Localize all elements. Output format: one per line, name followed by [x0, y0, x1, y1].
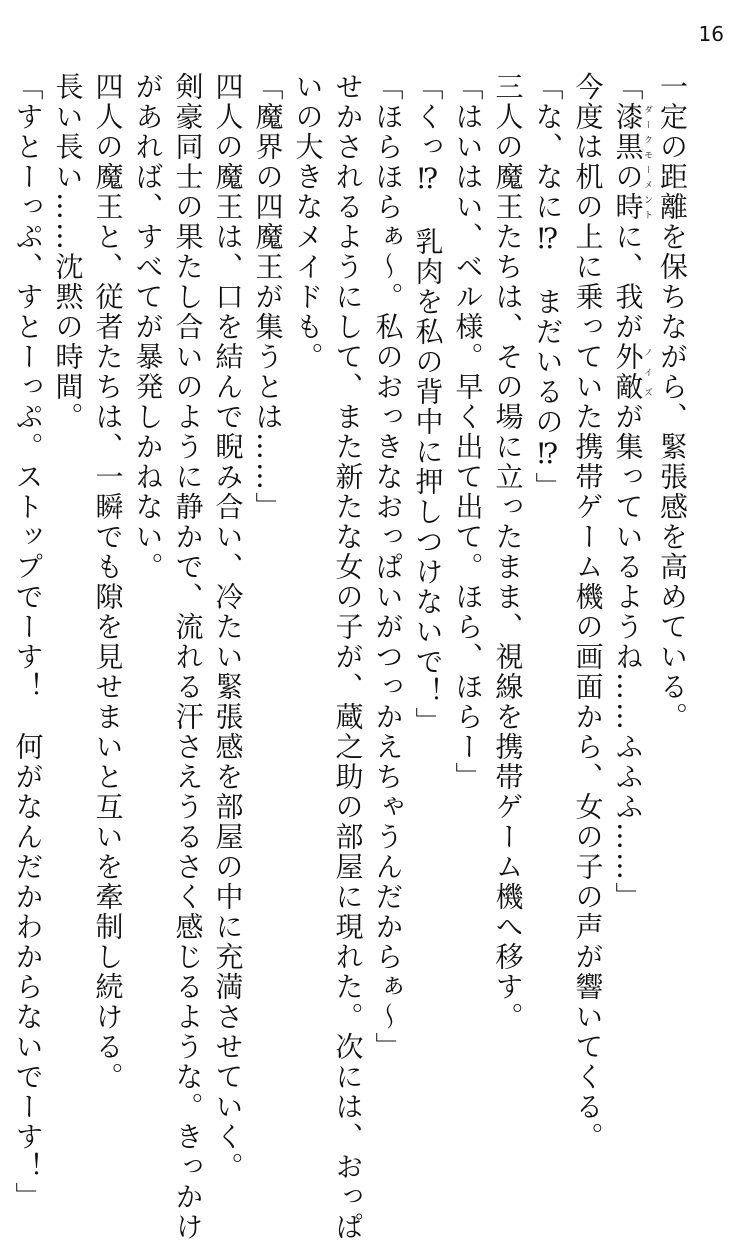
text-line-9: せかされるようにして、また新たな女の子が、蔵之助の部屋に現れた。次には、おっぱ	[331, 72, 365, 1242]
text-fragment: に、我が	[611, 222, 645, 342]
text-line-17: 「すとーっぷ、すとーっぷ。ストップでーす！ 何がなんだかわからないでーす！」	[11, 72, 45, 1212]
ruby-base: 漆黒の時	[611, 102, 645, 222]
text-line-7: 「くっ⁉ 乳肉を私の背中に押しつけないで！」	[411, 72, 445, 737]
text-fragment: 「	[611, 72, 645, 102]
ruby-dark-moment	[611, 102, 652, 222]
text-line-8: 「ほらほらぁ〜。私のおっきなおっぱいがつっかえちゃうんだからぁ〜」	[371, 72, 405, 1062]
ruby-base: 外敵	[611, 342, 645, 402]
ruby-reading: ダークモーメント	[642, 102, 652, 222]
text-line-15: 四人の魔王と、従者たちは、一瞬でも隙を見せまいと互いを牽制し続ける。	[91, 72, 125, 1092]
text-line-2	[608, 72, 653, 1172]
text-line-12: 四人の魔王は、口を結んで睨み合い、冷たい緊張感を部屋の中に充満させていく。	[211, 72, 245, 1182]
text-line-10: いの大きなメイドも。	[291, 72, 325, 372]
text-line-3: 今度は机の上に乗っていた携帯ゲーム機の画面から、女の子の声が響いてくる。	[571, 72, 605, 1152]
text-line-4: 「な、なに⁉ まだいるの⁉」	[531, 72, 565, 502]
text-line-16: 長い長い……沈黙の時間。	[51, 72, 85, 432]
text-line-13: 剣豪同士の果たし合いのように静かで、流れる汗さえうるさく感じるような。きっかけ	[171, 72, 205, 1242]
text-line-14: があれば、すべてが暴発しかねない。	[131, 72, 165, 582]
page-number: 16	[698, 22, 724, 46]
text-line-6: 「はいはい、ベル様。早く出て出て。ほら、ほらー」	[451, 72, 485, 792]
novel-text-block	[11, 72, 692, 1242]
text-line-1: 一定の距離を保ちながら、緊張感を高めている。	[656, 72, 689, 732]
ruby-noise	[611, 342, 652, 402]
text-fragment: が集っているようね……ふふふ……」	[611, 402, 645, 912]
ruby-reading: ノイズ	[642, 342, 652, 402]
text-line-5: 三人の魔王たちは、その場に立ったまま、視線を携帯ゲーム機へ移す。	[491, 72, 525, 1032]
text-line-11: 「魔界の四魔王が集うとは……」	[251, 72, 285, 522]
